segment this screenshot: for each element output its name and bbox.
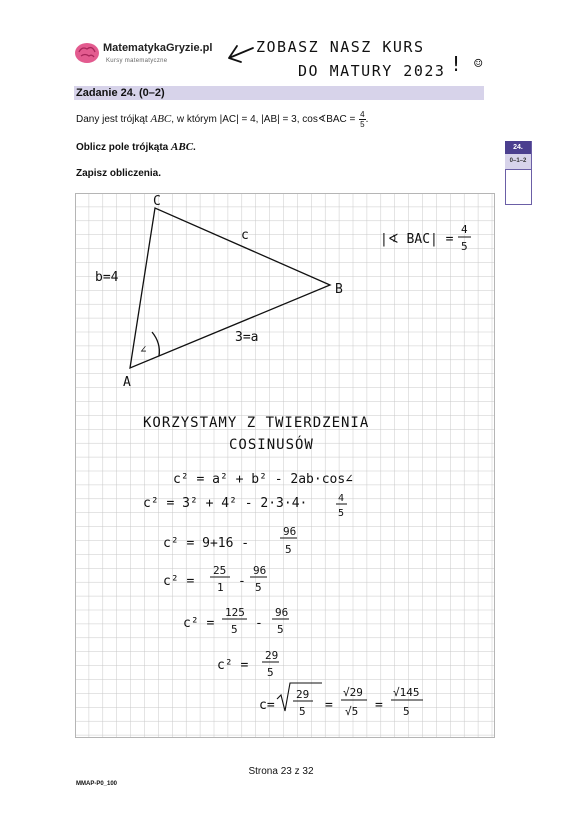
side-c-label: c: [241, 228, 249, 243]
cos-denominator: 5: [360, 120, 365, 129]
equation-4-num2: 96: [253, 564, 267, 577]
grid-lines: [75, 193, 495, 738]
equation-4-left: c² =: [163, 574, 195, 589]
brain-logo-icon: [74, 40, 100, 66]
task-given-data: [76, 110, 368, 129]
triangle-shape: [130, 208, 330, 368]
given-angle-label: |∢ BAC| =: [380, 232, 454, 247]
equation-5-den1: 5: [231, 623, 238, 636]
equation-3-den: 5: [285, 543, 292, 556]
equation-4-den2: 5: [255, 581, 262, 594]
equation-7-den1: 5: [299, 705, 306, 718]
task-title: Zadanie 24. (0–2): [76, 87, 165, 99]
equation-2-den: 5: [338, 508, 345, 519]
score-task-number: 24.: [505, 141, 531, 154]
equation-5-num2: 96: [275, 606, 289, 619]
given-triangle-name: ABC: [150, 113, 172, 126]
brand-subtitle: Kursy matematyczne: [106, 58, 168, 64]
page-number: Strona 23 z 32: [248, 766, 314, 777]
equation-7-num2: √29: [343, 686, 363, 699]
equation-7-num1: 29: [296, 688, 310, 701]
equation-5-minus: -: [255, 616, 263, 631]
instruction-end: .: [193, 142, 196, 153]
given-angle-den: 5: [461, 240, 468, 253]
equation-4-num1: 25: [213, 564, 227, 577]
smiley-icon: ☺: [474, 56, 483, 72]
given-prefix: Dany jest trójkąt: [76, 114, 151, 126]
side-b-label: b=4: [95, 270, 119, 285]
solution-heading-line2: COSINUSÓW: [229, 437, 314, 453]
vertex-c-label: C: [153, 194, 161, 209]
equation-4-den1: 1: [217, 581, 224, 594]
exam-code: MMAP-P0_100: [76, 781, 118, 787]
handwritten-note-line1: ZOBASZ NASZ KURS: [256, 38, 425, 56]
given-mid: , w którym |AC| = 4, |AB| = 3, cos∢BAC =: [171, 114, 359, 126]
answer-grid: [75, 193, 495, 738]
equation-3-left: c² = 9+16 -: [163, 536, 250, 551]
side-a-label: 3=a: [235, 330, 259, 345]
equation-5-left: c² =: [183, 616, 215, 631]
score-range: 0–1–2: [505, 154, 531, 170]
brand-name[interactable]: MatematykaGryzie.pl: [103, 42, 213, 54]
task-instruction: [76, 141, 196, 153]
angle-symbol: ∠: [140, 343, 147, 356]
handwritten-exclamation: !: [450, 52, 463, 76]
handwritten-arrow-icon: [225, 42, 255, 64]
equation-7-eq2: =: [375, 698, 383, 713]
equation-5-num1: 125: [225, 606, 245, 619]
vertex-a-label: A: [123, 375, 131, 390]
instruction-triangle-name: ABC: [171, 141, 194, 153]
write-calculations-label: Zapisz obliczenia.: [76, 168, 162, 179]
equation-7-num3: √145: [393, 686, 420, 699]
equation-2-num: 4: [338, 493, 345, 504]
equation-5-den2: 5: [277, 623, 284, 636]
solution-heading-line1: KORZYSTAMY Z TWIERDZENIA: [143, 415, 370, 431]
given-angle-num: 4: [461, 223, 468, 236]
equation-7-left: c=: [259, 698, 275, 713]
equation-2-left: c² = 3² + 4² - 2·3·4·: [143, 496, 308, 511]
equation-7-den3: 5: [403, 705, 410, 718]
equation-3-num: 96: [283, 525, 297, 538]
equation-1: c² = a² + b² - 2ab·cos∠: [173, 472, 354, 487]
cos-numerator: 4: [360, 110, 365, 119]
equation-6-num: 29: [265, 649, 279, 662]
equation-7-den2: √5: [345, 705, 359, 718]
equation-4-minus: -: [238, 574, 246, 589]
instruction-prefix: Oblicz pole trójkąta: [76, 142, 172, 153]
handwritten-note-line2: DO MATURY 2023: [298, 62, 446, 80]
equation-7-eq1: =: [325, 698, 333, 713]
given-end: .: [365, 114, 369, 126]
grid-border: [76, 194, 495, 738]
equation-6-den: 5: [267, 666, 274, 679]
vertex-b-label: B: [335, 282, 343, 297]
equation-6-left: c² =: [217, 658, 249, 673]
